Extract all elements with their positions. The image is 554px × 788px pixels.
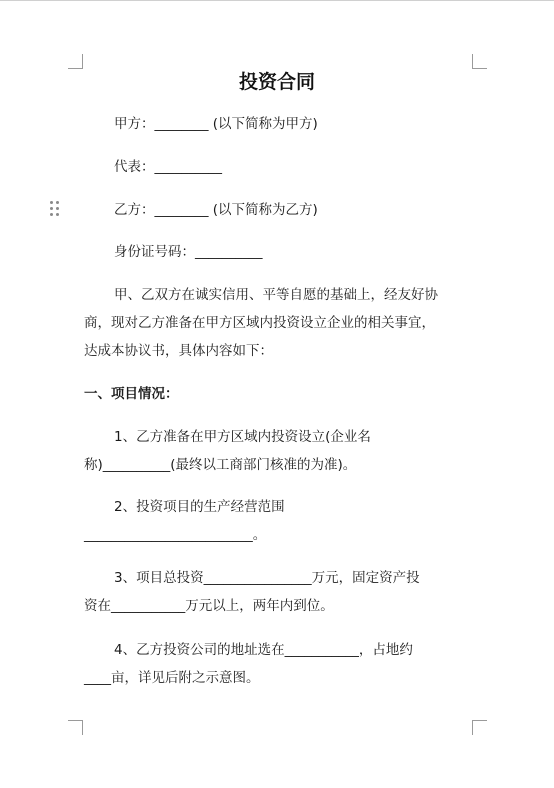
item-2-line: _________________________。 (84, 527, 267, 543)
item-3-line: 资在___________万元以上，两年内到位。 (84, 598, 334, 614)
item-4-line: ____亩，详见后附之示意图。 (84, 670, 260, 686)
intro-line: 商，现对乙方准备在甲方区域内投资设立企业的相关事宜， (84, 315, 435, 331)
margin-corner-bottom-left (68, 720, 83, 735)
page-top-border (0, 0, 554, 1)
party-b-line: 乙方：________ (以下简称为乙方) (114, 202, 318, 218)
paragraph-drag-handle-icon[interactable] (50, 201, 60, 216)
margin-corner-bottom-right (472, 720, 487, 735)
id-number-line: 身份证号码：__________ (114, 244, 263, 260)
representative-line: 代表：__________ (114, 159, 222, 175)
party-a-line: 甲方：________ (以下简称为甲方) (114, 116, 318, 132)
item-1-line: 称)__________(最终以工商部门核准的为准)。 (84, 457, 357, 473)
margin-corner-top-left (68, 54, 83, 69)
item-1-line: 1、乙方准备在甲方区域内投资设立(企业名 (114, 429, 371, 445)
margin-corner-top-right (472, 54, 487, 69)
item-2-line: 2、投资项目的生产经营范围 (114, 499, 285, 515)
section-heading: 一、项目情况： (84, 386, 179, 402)
intro-line: 甲、乙双方在诚实信用、平等自愿的基础上，经友好协 (114, 287, 438, 303)
item-4-line: 4、乙方投资公司的地址选在___________，占地约 (114, 642, 413, 658)
intro-line: 达成本协议书，具体内容如下： (84, 343, 273, 359)
item-3-line: 3、项目总投资________________万元，固定资产投 (114, 570, 420, 586)
document-title: 投资合同 (238, 71, 315, 93)
